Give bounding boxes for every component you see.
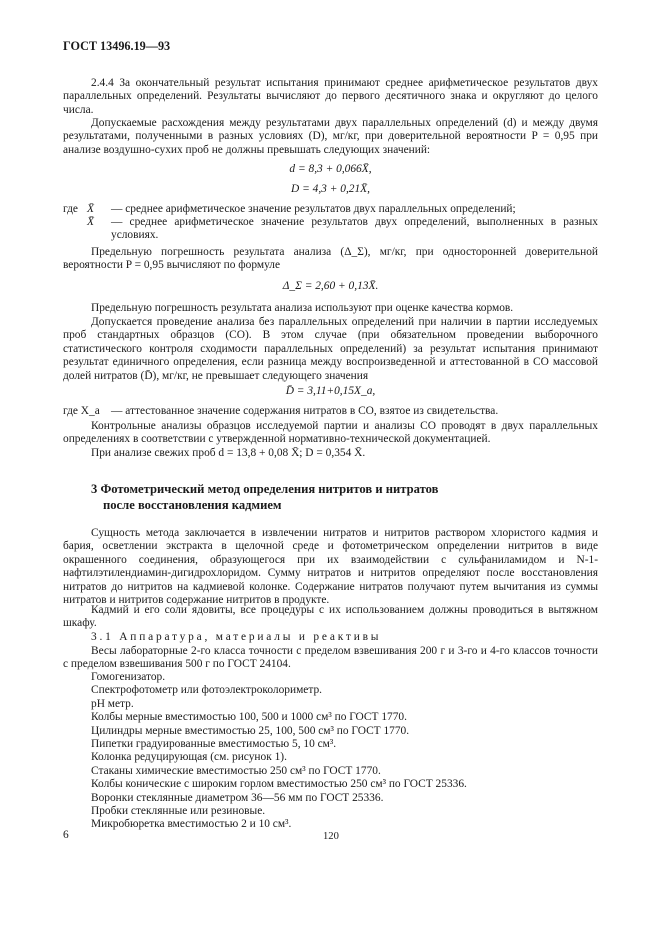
definition-x-text: — среднее арифметическое значение результатов двух параллельных определений;: [111, 203, 516, 215]
standard-header: ГОСТ 13496.19—93: [63, 39, 171, 53]
paragraph-control: Контрольные анализы образцов исследуемой партии и анализы СО проводят в двух параллельных определениях в соответствии с утвержденной нормативно-технической документацией.: [63, 420, 598, 446]
equipment-item: Цилиндры мерные вместимостью 25, 100, 500 см³ по ГОСТ 1770.: [91, 724, 410, 737]
equipment-item: Колонка редуцирующая (см. рисунок 1).: [91, 751, 287, 764]
equipment-item: Пробки стеклянные или резиновые.: [91, 805, 266, 818]
paragraph-fresh: При анализе свежих проб d = 13,8 + 0,08 X̄; D = 0,354 X̄.: [91, 447, 366, 459]
equipment-item: pH метр.: [91, 697, 134, 710]
formula-D: D = 4,3 + 0,21X̄,: [291, 183, 370, 195]
definition-x2-text: — среднее арифметическое значение результатов двух определений, выполненных в разных условиях.: [111, 216, 598, 242]
definition-x-symbol: X̄: [87, 203, 94, 215]
equipment-item: Микробюретка вместимостью 2 и 10 см³.: [91, 818, 292, 831]
paragraph-discrepancy: Допускаемые расхождения между результатами двух параллельных определений (d) и между двумя результатами, полученными в разных условиях (D), мг/кг, при доверительной вероятности P = 0,95 при анализе воздушно-сухих проб не должны превышать следующих значений:: [63, 117, 598, 156]
equipment-list: [91, 671, 601, 832]
paragraph-scales: Весы лабораторные 2-го класса точности с пределом взвешивания 200 г и 3-го и 4-го классов точности с пределом взвешивания 500 г по ГОСТ 24104.: [63, 645, 598, 671]
section-3-title: [91, 481, 438, 513]
page-number-left: 6: [63, 829, 69, 841]
formula-d: d = 8,3 + 0,066X̄,: [289, 163, 372, 175]
equipment-item: Стаканы химические вместимостью 250 см³ по ГОСТ 1770.: [91, 764, 381, 777]
page-number-center: 120: [323, 831, 339, 842]
paragraph-essence: Сущность метода заключается в извлечении нитратов и нитритов раствором хлористого кадмия и бария, осветлении экстракта в щелочной среде и фотометрическом определении нитритов в виде окрашенного соединения, образующегося при их взаимодействии с сульфаниламидом и N-1-нафтилэтилендиамин-дигидрохлоридом. Сумму нитратов и нитритов определяют после восстановления нитратов до нитритов на кадмиевой колонке. Содержание нитратов получают путем вычитания из суммы нитратов и нитритов содержание нитритов в продукте.: [63, 527, 598, 607]
equipment-item: Спектрофотометр или фотоэлектроколориметр.: [91, 684, 323, 697]
definition-xa-label: где X_a: [63, 405, 100, 417]
section-title-line-2: после восстановления кадмием: [103, 498, 282, 512]
definition-x2-symbol: X̄̄: [87, 216, 94, 228]
paragraph-2-4-4: 2.4.4 За окончательный результат испытания принимают среднее арифметическое результатов двух параллельных определений. Результаты вычисляют до первого десятичного знака и округляют до целого числа.: [63, 77, 598, 116]
definition-where-label: где: [63, 203, 78, 215]
paragraph-allowed: Допускается проведение анализа без параллельных определений при наличии в партии исследуемых проб стандартных образцов (СО). В этом случае (при обязательном проведении выборочного статистического контроля сходимости параллельных определений) за результат испытания принимают результат единичного определения, если разница между воспроизведенной и аттестованной в СО массовой долей нитратов (D̄), мг/кг, не превышает следующего значения: [63, 316, 598, 382]
paragraph-cadmium: Кадмий и его соли ядовиты, все процедуры с их использованием должны проводиться в вытяжном шкафу.: [63, 604, 598, 630]
equipment-item: Пипетки градуированные вместимостью 5, 10 см³.: [91, 738, 337, 751]
paragraph-quality: Предельную погрешность результата анализа используют при оценке качества кормов.: [91, 302, 514, 314]
formula-Dbar: D̄ = 3,11+0,15X_a,: [285, 385, 376, 397]
equipment-item: Гомогенизатор.: [91, 671, 166, 683]
equipment-item: Воронки стеклянные диаметром 36—56 мм по ГОСТ 25336.: [91, 791, 384, 804]
equipment-item: Колбы мерные вместимостью 100, 500 и 1000 см³ по ГОСТ 1770.: [91, 711, 407, 724]
definition-xa-text: — аттестованное значение содержания нитратов в СО, взятое из свидетельства.: [111, 405, 499, 417]
formula-delta: Δ_Σ = 2,60 + 0,13X̄.: [282, 280, 379, 292]
subsection-3-1: 3.1 Аппаратура, материалы и реактивы: [91, 631, 382, 643]
paragraph-error: Предельную погрешность результата анализа (Δ_Σ), мг/кг, при односторонней доверительной вероятности P = 0,95 вычисляют по формуле: [63, 246, 598, 272]
section-title-line-1: 3 Фотометрический метод определения нитритов и нитратов: [91, 482, 439, 496]
equipment-item: Колбы конические с широким горлом вместимостью 250 см³ по ГОСТ 25336.: [91, 778, 467, 791]
